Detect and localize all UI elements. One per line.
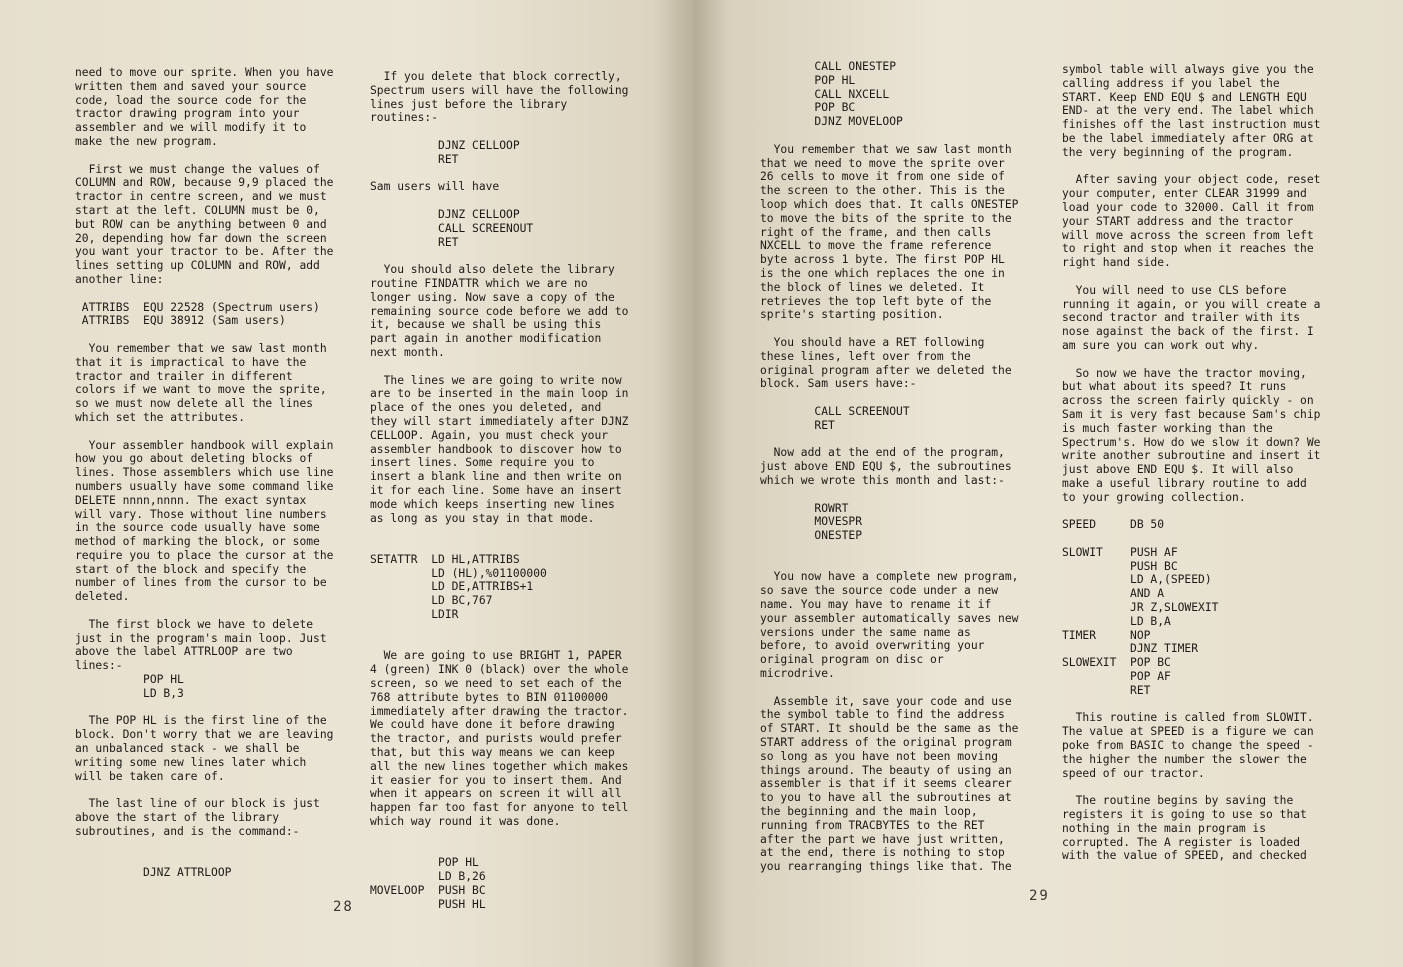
left-page-column-2: If you delete that block correctly, Spectrum users will have the following lines just before the library routines:- DJNZ CELLOOP RET Sam users will have DJNZ CELLOOP CALL SCREENOUT RET You should also delete the library routine FINDATTR which we are no longer using. Now save a copy of the remaining source code before we add to it, because we shall be using this part again in another modification next month. The lines we are going to write now are to be inserted in the main loop in place of the ones you deleted, and they will start immediately after DJNZ CELLOOP. Again, you must check your assembler handbook to discover how to insert lines. Some require you to insert a blank line and then write on it for each line. Some have an insert mode which keeps inserting new lines as long as you stay in that mode. SETATTR LD HL,ATTRIBS LD (HL),%01100000 LD DE,ATTRIBS+1 LD BC,767 LDIR We are going to use BRIGHT 1, PAPER 4 (green) INK 0 (black) over the whole screen, so we need to set each of the 768 attribute bytes to BIN 01100000 immediately after drawing the tractor. We could have done it before drawing the tractor, and purists would prefer that, but this way means we can keep all the new lines together which makes it easier for you to insert them. And when it appears on screen it will all happen far too fast for anyone to tell which way round it was done. POP HL LD B,26 MOVELOOP PUSH BC PUSH HL — [370, 70, 629, 911]
left-page-column-1: need to move our sprite. When you have written them and saved your source code, load the source code for the tractor drawing program into your assembler and we will modify it to make the new program. First we must change the values of COLUMN and ROW, because 9,9 placed the tractor in centre screen, and we must start at the left. COLUMN must be 0, but ROW can be anything between 0 and 20, depending how far down the screen you want your tractor to be. After the lines setting up COLUMN and ROW, add another line: ATTRIBS EQU 22528 (Spectrum users) ATTRIBS EQU 38912 (Sam users) You remember that we saw last month that it is impractical to have the tractor and trailer in different colors if we want to move the sprite, so we must now delete all the lines which set the attributes. Your assembler handbook will explain how you go about deleting blocks of lines. Those assemblers which use line numbers usually have some command like DELETE nnnn,nnnn. The exact syntax will vary. Those without line numbers in the source code usually have some method of marking the block, or some require you to place the cursor at the start of the block and specify the number of lines from the cursor to be deleted. The first block we have to delete just in the program's main loop. Just above the label ATTRLOOP are two lines:- POP HL LD B,3 The POP HL is the first line of the block. Don't worry that we are leaving an unbalanced stack - we shall be writing some new lines later which will be taken care of. The last line of our block is just above the start of the library subroutines, and is the command:- DJNZ ATTRLOOP — [75, 66, 334, 880]
right-page-column-1: CALL ONESTEP POP HL CALL NXCELL POP BC DJNZ MOVELOOP You remember that we saw last month that we need to move the sprite over 26 cells to move it from one side of the screen to the other. This is the loop which does that. It calls ONESTEP to move the bits of the sprite to the right of the frame, and then calls NXCELL to move the frame reference byte across 1 byte. The first POP HL is the one which replaces the one in the block of lines we deleted. It retrieves the top left byte of the sprite's starting position. You should have a RET following these lines, left over from the original program after we deleted the block. Sam users have:- CALL SCREENOUT RET Now add at the end of the program, just above END EQU $, the subroutines which we wrote this month and last:- ROWRT MOVESPR ONESTEP You now have a complete new program, so save the source code under a new name. You may have to rename it if your assembler automatically saves new versions under the same name as before, to avoid overwriting your original program on disc or microdrive. Assemble it, save your code and use the symbol table to find the address of START. It should be the same as the START address of the original program so long as you have not been moving things around. The beauty of using an assembler is that if it seems clearer to you to have all the subroutines at the beginning and the main loop, running from TRACBYTES to the RET after the part we have just written, at the end, there is nothing to stop you rearranging things like that. The — [760, 60, 1019, 874]
left-page — [0, 0, 694, 967]
page-number: 28 — [333, 899, 354, 915]
page-number: 29 — [1029, 888, 1050, 904]
right-page — [694, 0, 1403, 967]
right-page-column-2: symbol table will always give you the calling address if you label the START. Keep END EQU $ and LENGTH EQU END- at the very end. The label which finishes off the last instruction must be the label immediately after ORG at the very beginning of the program. After saving your object code, reset your computer, enter CLEAR 31999 and load your code to 32000. Call it from your START address and the tractor will move across the screen from left to right and stop when it reaches the right hand side. You will need to use CLS before running it again, or you will create a second tractor and trailer with its nose against the back of the first. I am sure you can work out why. So now we have the tractor moving, but what about its speed? It runs across the screen fairly quickly - on Sam it is very fast because Sam's chip is much faster working than the Spectrum's. How do we slow it down? We write another subroutine and insert it just above END EQU $. It will also make a useful library routine to add to your growing collection. SPEED DB 50 SLOWIT PUSH AF PUSH BC LD A,(SPEED) AND A JR Z,SLOWEXIT LD B,A TIMER NOP DJNZ TIMER SLOWEXIT POP BC POP AF RET This routine is called from SLOWIT. The value at SPEED is a figure we can poke from BASIC to change the speed - the higher the number the slower the speed of our tractor. The routine begins by saving the registers it is going to use so that nothing in the main program is corrupted. The A register is loaded with the value of SPEED, and checked — [1062, 63, 1321, 863]
